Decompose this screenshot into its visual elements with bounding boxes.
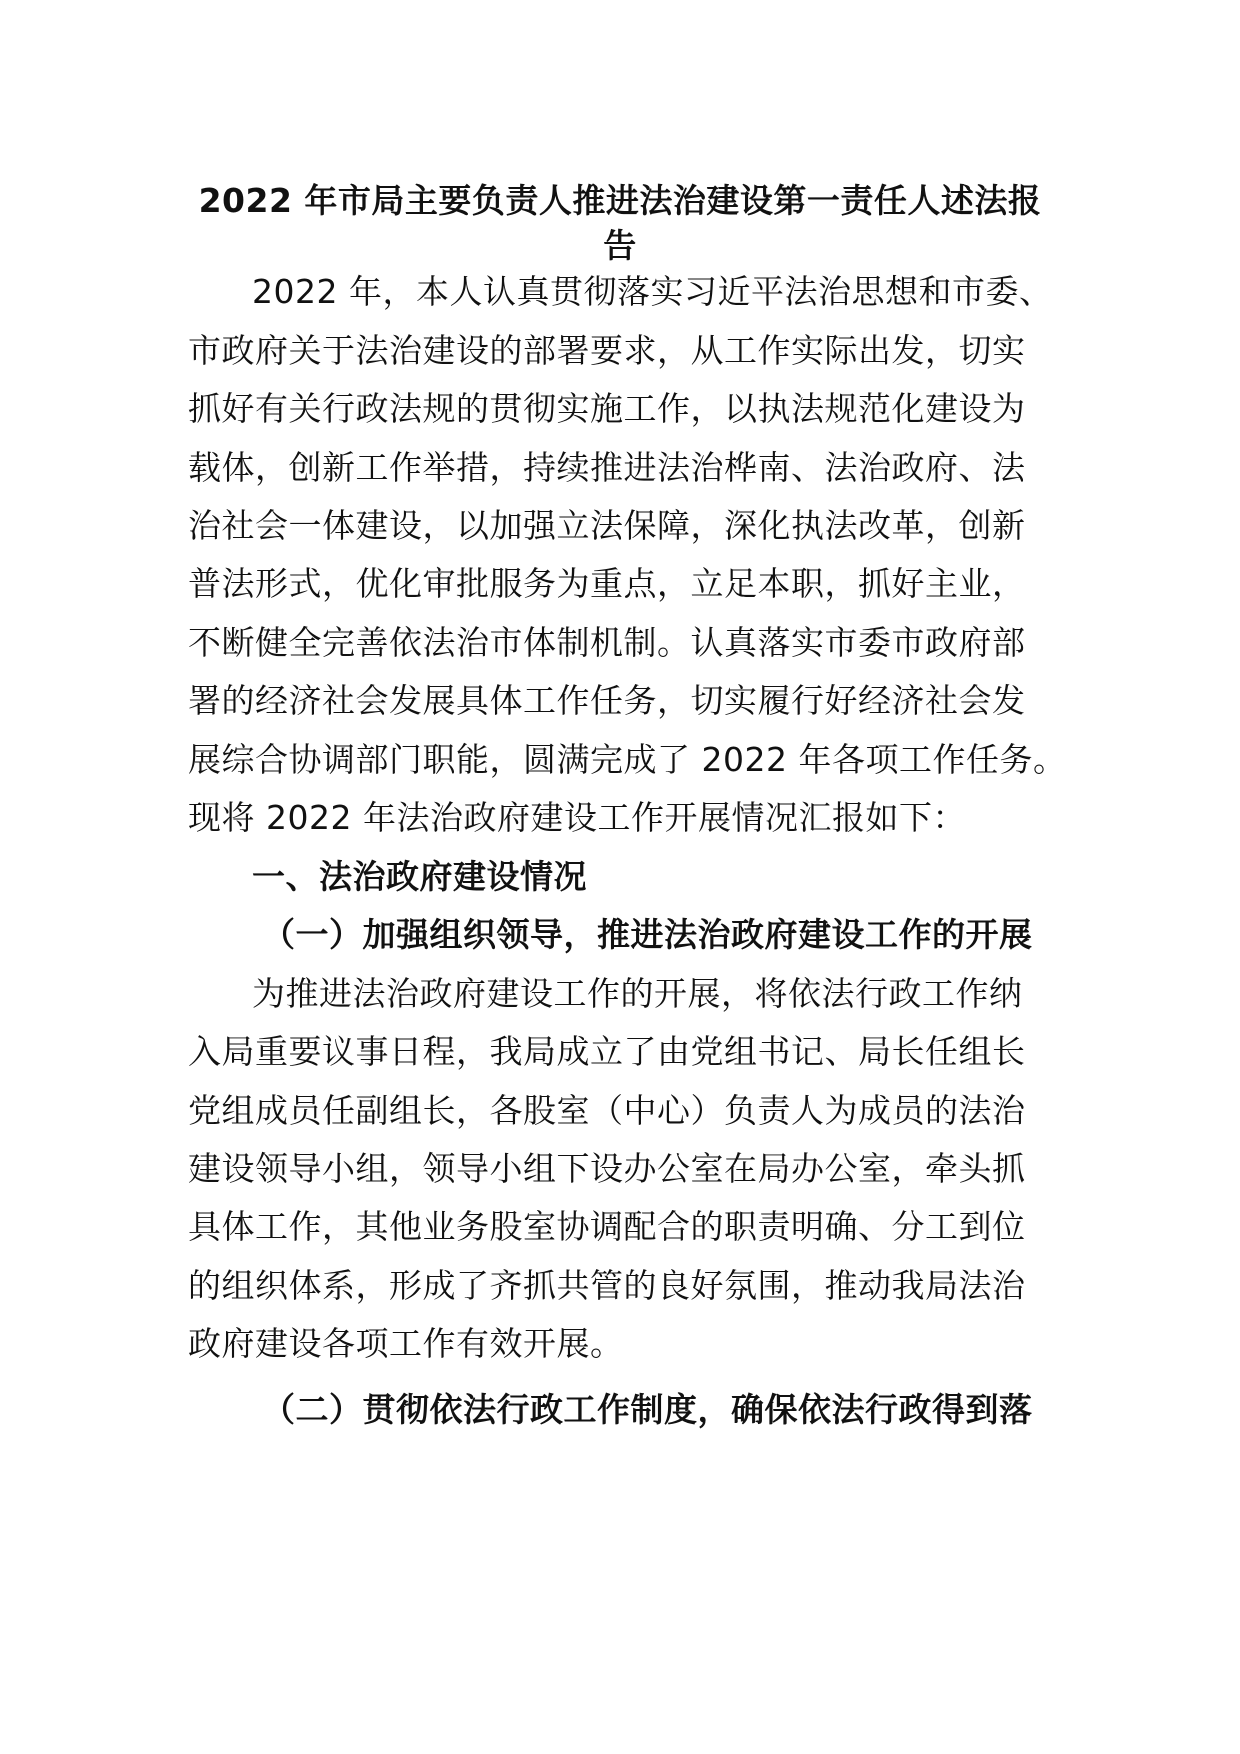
- intro-paragraph-line: 展综合协调部门职能，圆满完成了 2022 年各项工作任务。: [188, 740, 1067, 779]
- subsection-paragraph-line: 建设领导小组，领导小组下设办公室在局办公室，牵头抓: [188, 1149, 1026, 1188]
- subsection-paragraph-line: 具体工作，其他业务股室协调配合的职责明确、分工到位: [188, 1207, 1026, 1246]
- intro-paragraph-line: 现将 2022 年法治政府建设工作开展情况汇报如下：: [188, 798, 966, 837]
- subsection-paragraph-line: 为推进法治政府建设工作的开展，将依法行政工作纳: [252, 974, 1023, 1013]
- subsection-heading: （一）加强组织领导，推进法治政府建设工作的开展: [262, 915, 1033, 954]
- intro-paragraph-line: 普法形式，优化审批服务为重点，立足本职，抓好主业，: [188, 564, 1026, 603]
- subsection-paragraph-line: 的组织体系，形成了齐抓共管的良好氛围，推动我局法治: [188, 1266, 1026, 1305]
- subsection-paragraph-line: 党组成员任副组长，各股室（中心）负责人为成员的法治: [188, 1091, 1026, 1130]
- intro-paragraph-line: 市政府关于法治建设的部署要求，从工作实际出发，切实: [188, 331, 1026, 370]
- intro-paragraph-line: 不断健全完善依法治市体制机制。认真落实市委市政府部: [188, 623, 1026, 662]
- subsection-paragraph-line: 政府建设各项工作有效开展。: [188, 1324, 624, 1363]
- intro-paragraph-line: 治社会一体建设，以加强立法保障，深化执法改革，创新: [188, 506, 1026, 545]
- subsection-paragraph-line: 入局重要议事日程，我局成立了由党组书记、局长任组长: [188, 1032, 1026, 1071]
- intro-paragraph-line: 署的经济社会发展具体工作任务，切实履行好经济社会发: [188, 681, 1026, 720]
- section-heading: 一、法治政府建设情况: [252, 857, 587, 896]
- intro-paragraph-line: 抓好有关行政法规的贯彻实施工作，以执法规范化建设为: [188, 389, 1026, 428]
- document-title-line-2: 告: [603, 226, 637, 265]
- intro-paragraph-line: 载体，创新工作举措，持续推进法治桦南、法治政府、法: [188, 448, 1026, 487]
- document-title-line-1: 2022 年市局主要负责人推进法治建设第一责任人述法报: [198, 181, 1042, 220]
- intro-paragraph-line: 2022 年，本人认真贯彻落实习近平法治思想和市委、: [252, 272, 1053, 311]
- subsection-heading: （二）贯彻依法行政工作制度，确保依法行政得到落: [262, 1390, 1033, 1429]
